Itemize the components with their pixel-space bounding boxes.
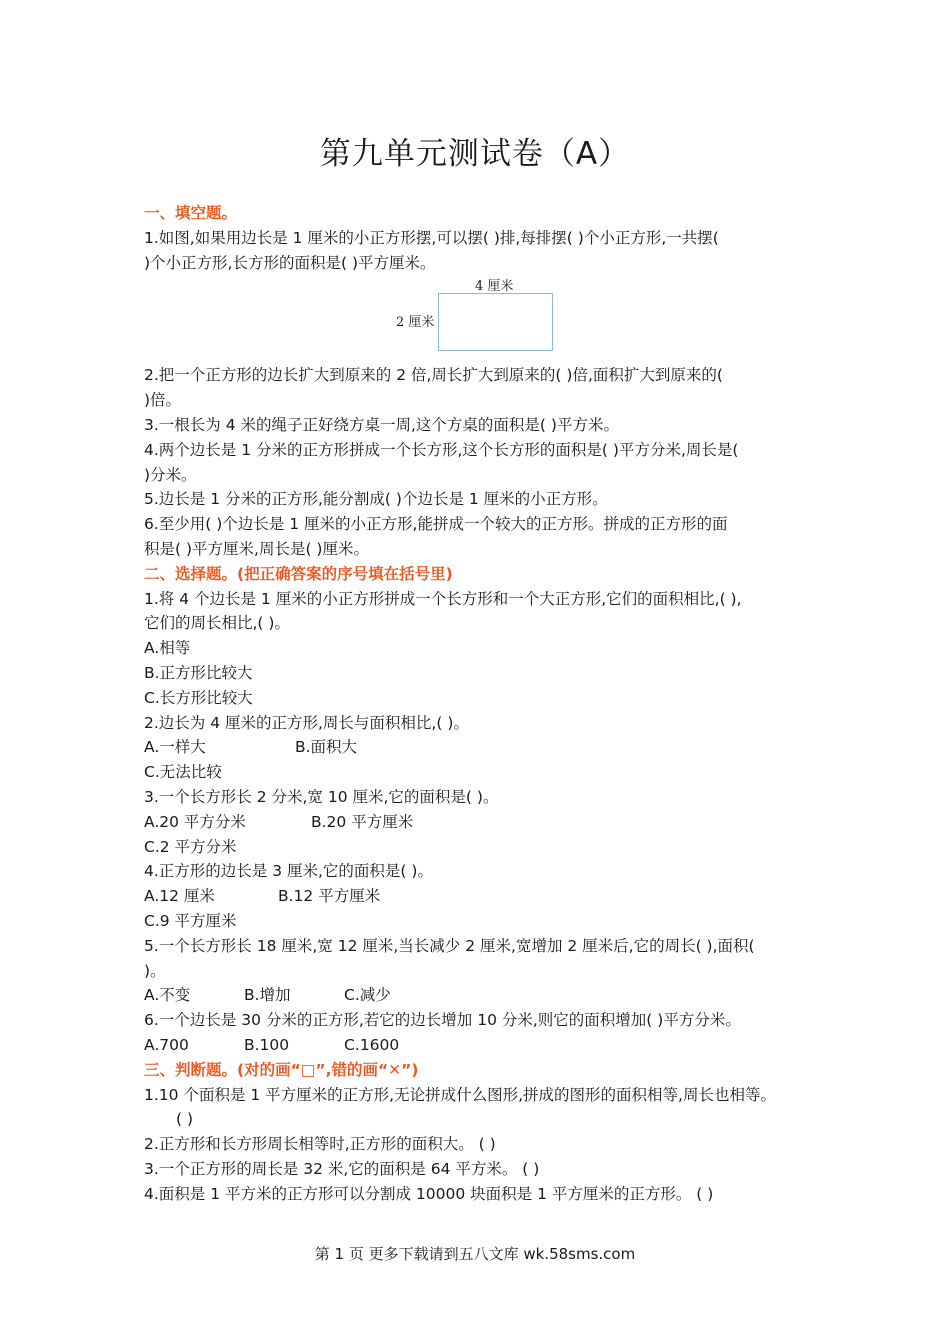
rectangle-shape — [438, 293, 553, 351]
option-text: C.2 平方分米 — [144, 837, 237, 856]
question-text: 4.面积是 1 平方米的正方形可以分割成 10000 块面积是 1 平方厘米的正方形。 ( ) — [144, 1184, 714, 1203]
option-text: B.面积大 — [295, 738, 358, 757]
option-text: C.无法比较 — [144, 763, 222, 782]
question-text: 4.两个边长是 1 分米的正方形拼成一个长方形,这个长方形的面积是( )平方分米,周长是( — [144, 440, 739, 459]
worksheet-body — [144, 201, 824, 1206]
option-text: C.1600 — [344, 1035, 400, 1054]
option-text: A.20 平方分米 — [144, 812, 246, 831]
option-text: B.100 — [244, 1035, 290, 1054]
question-text: )个小正方形,长方形的面积是( )平方厘米。 — [144, 253, 436, 272]
question-text: 6.一个边长是 30 分米的正方形,若它的边长增加 10 分米,则它的面积增加( )平方分米。 — [144, 1011, 741, 1030]
option-row — [144, 884, 824, 909]
figure-height-label: 2 厘米 — [396, 315, 435, 331]
option-text: C.9 平方厘米 — [144, 911, 237, 930]
option-row — [144, 735, 824, 760]
question-text: 1.将 4 个边长是 1 厘米的小正方形拼成一个长方形和一个大正方形,它们的面积相比,( ), — [144, 589, 742, 608]
question-text: 它们的周长相比,( )。 — [144, 614, 290, 633]
figure-width-label: 4 厘米 — [475, 279, 514, 295]
section-fill-in-heading: 一、填空题。 — [144, 204, 238, 222]
option-text: B.增加 — [244, 986, 291, 1005]
question-text: 5.边长是 1 分米的正方形,能分割成( )个边长是 1 厘米的小正方形。 — [144, 490, 608, 509]
question-text: 1.10 个面积是 1 平方厘米的正方形,无论拼成什么图形,拼成的图形的面积相等,周长也相等。 — [144, 1085, 776, 1104]
option-text: A.不变 — [144, 986, 191, 1005]
option-text: B.正方形比较大 — [144, 663, 253, 682]
option-row — [144, 983, 824, 1008]
question-text: 3.一个长方形长 2 分米,宽 10 厘米,它的面积是( )。 — [144, 787, 499, 806]
section-judge-heading: 三、判断题。(对的画“□”,错的画“✕”) — [144, 1060, 419, 1079]
question-text: ( ) — [176, 1110, 194, 1129]
option-text: C.减少 — [344, 986, 391, 1005]
question-text: 3.一个正方形的周长是 32 米,它的面积是 64 平方米。 ( ) — [144, 1159, 540, 1178]
question-text: 1.如图,如果用边长是 1 厘米的小正方形摆,可以摆( )排,每排摆( )个小正方形,一共摆( — [144, 228, 719, 247]
question-text: )分米。 — [144, 465, 197, 484]
question-text: )。 — [144, 961, 166, 980]
question-text: )倍。 — [144, 391, 182, 410]
question-text: 4.正方形的边长是 3 厘米,它的面积是( )。 — [144, 862, 433, 881]
option-text: A.700 — [144, 1035, 189, 1054]
option-text: B.20 平方厘米 — [311, 812, 414, 831]
option-row — [144, 1033, 824, 1058]
question-text: 2.正方形和长方形周长相等时,正方形的面积大。 ( ) — [144, 1135, 496, 1154]
option-text: A.相等 — [144, 639, 191, 658]
option-row — [144, 810, 824, 835]
question-text: 3.一根长为 4 米的绳子正好绕方桌一周,这个方桌的面积是( )平方米。 — [144, 415, 619, 434]
rectangle-figure — [144, 275, 824, 363]
question-text: 2.把一个正方形的边长扩大到原来的 2 倍,周长扩大到原来的( )倍,面积扩大到原来的( — [144, 366, 723, 385]
section-choice-heading: 二、选择题。(把正确答案的序号填在括号里) — [144, 564, 453, 583]
option-text: A.一样大 — [144, 738, 206, 757]
page-title: 第九单元测试卷（A） — [319, 136, 631, 172]
question-text: 6.至少用( )个边长是 1 厘米的小正方形,能拼成一个较大的正方形。拼成的正方形的面 — [144, 515, 728, 534]
option-text: B.12 平方厘米 — [278, 887, 381, 906]
option-text: C.长方形比较大 — [144, 688, 253, 707]
question-text: 积是( )平方厘米,周长是( )厘米。 — [144, 539, 369, 558]
option-text: A.12 厘米 — [144, 887, 215, 906]
question-text: 5.一个长方形长 18 厘米,宽 12 厘米,当长减少 2 厘米,宽增加 2 厘米后,它的周长( ),面积( — [144, 936, 755, 955]
page-footer: 第 1 页 更多下载请到五八文库 wk.58sms.com — [314, 1245, 636, 1263]
question-text: 2.边长为 4 厘米的正方形,周长与面积相比,( )。 — [144, 713, 469, 732]
